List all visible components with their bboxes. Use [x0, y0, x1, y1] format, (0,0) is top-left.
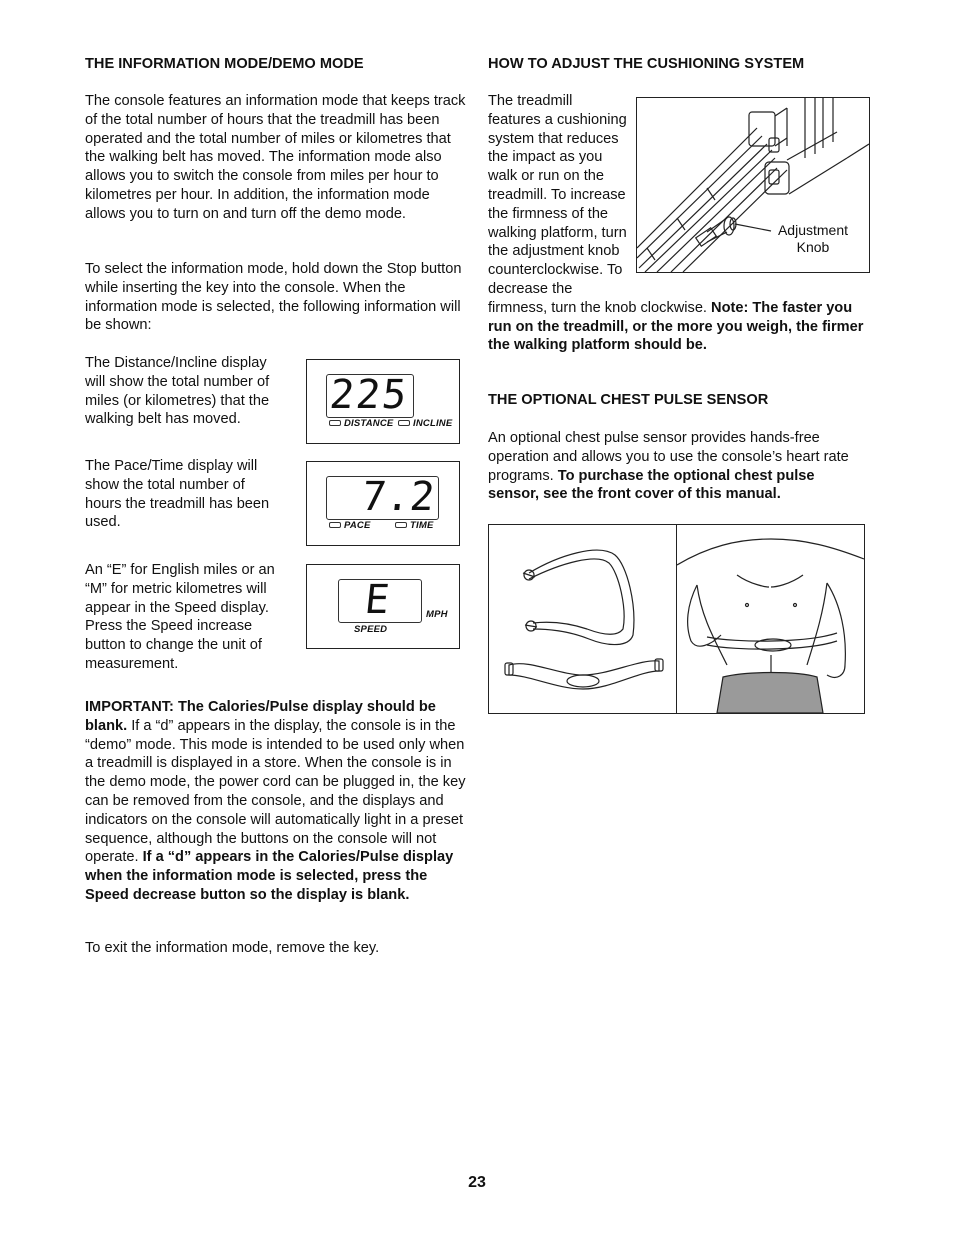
important-bold-lead: IMPORTANT: The Calories/Pulse display should be blank. [85, 699, 436, 734]
cushion-body: The treadmill features a cushioning system that reduces the impact as you walk or run on the treadmill. To increase the firmness of the walking platform, turn the adjustment knob counterclockwise. To decrease the firmness, turn the knob clockwise. [488, 93, 712, 316]
important-body: If a “d” appears in the display, the console is in the “demo” mode. This mode is intended to be used only when a treadmill is displayed in a store. When the console is in the demo mode, the power cord can be plugged in, the key can be removed from the console, and the displays and indicators on the console will automatically light in a preset sequence, although the buttons on the console will not operate. [85, 717, 466, 866]
knob-label-line1: Adjustment [777, 222, 849, 238]
distance-incline-display [306, 359, 460, 444]
speed-label: SPEED [354, 624, 388, 635]
person-wearing-strap-illustration [677, 525, 864, 713]
info-mode-heading: THE INFORMATION MODE/DEMO MODE [85, 56, 364, 72]
distance-led [329, 420, 341, 426]
cushion-figure [636, 97, 870, 273]
incline-label: INCLINE [413, 418, 453, 429]
chest-sensor-bold: To purchase the optional chest pulse sensor, see the front cover of this manual. [488, 467, 815, 503]
distance-lcd [326, 374, 414, 418]
info-mode-intro: The console features an information mode that keeps track of the total number of hours that the treadmill has been operated and the total number of miles or kilometres that the walking belt has moved. The information mode also allows you to switch the console from miles per hour to kilometres per hour. In addition, the information mode allows you to turn on and turn off the demo mode. [85, 93, 466, 222]
pace-digits: 7.2 [359, 474, 437, 520]
speed-description: An “E” for English miles or an “M” for metric kilometres will appear in the Speed display. Press the Speed increase button to change the unit of measurement. [85, 562, 275, 672]
pace-indicator [329, 520, 371, 531]
chest-sensor-body: An optional chest pulse sensor provides hands-free operation and allows you to use the console’s heart rate programs. [488, 430, 849, 484]
exit-paragraph: To exit the information mode, remove the key. [85, 940, 380, 956]
cushion-heading: HOW TO ADJUST THE CUSHIONING SYSTEM [488, 56, 805, 72]
incline-indicator [398, 418, 452, 429]
incline-led [398, 420, 410, 426]
time-led [395, 522, 407, 528]
speed-lcd [338, 579, 422, 623]
distance-indicator [329, 418, 393, 429]
chest-strap-figure [488, 524, 677, 714]
important-paragraph [85, 698, 467, 905]
time-label: TIME [410, 520, 434, 531]
chest-sensor-heading: THE OPTIONAL CHEST PULSE SENSOR [488, 392, 769, 408]
chest-sensor-paragraph [488, 429, 868, 504]
knob-label-line2: Knob [796, 239, 830, 255]
chest-strap-illustration [489, 525, 676, 713]
speed-display [306, 564, 460, 649]
cushion-note: Note: The faster you run on the treadmill, or the more you weigh, the firmer the walking platform should be. [488, 299, 864, 354]
speed-digits: E [362, 577, 392, 623]
mph-label: MPH [426, 609, 448, 620]
distance-description: The Distance/Incline display will show the total number of miles (or kilometres) that the walking belt has moved. [85, 355, 270, 428]
chest-strap-worn-figure [676, 524, 865, 714]
important-bold-instruction: If a “d” appears in the Calories/Pulse display when the information mode is selected, press the Speed decrease button so the display is blank. [85, 849, 454, 903]
pace-time-display [306, 461, 460, 546]
distance-digits: 225 [327, 372, 411, 418]
pace-lcd [326, 476, 439, 520]
pace-led [329, 522, 341, 528]
pace-description: The Pace/Time display will show the total number of hours the treadmill has been used. [85, 458, 270, 531]
select-info-paragraph: To select the information mode, hold down the Stop button while inserting the key into the console. When the information mode is selected, the following information will be shown: [85, 261, 462, 334]
pace-label: PACE [344, 520, 371, 531]
time-indicator [395, 520, 434, 531]
adjustment-knob-label [773, 222, 853, 256]
page-number: 23 [468, 1174, 486, 1191]
distance-label: DISTANCE [344, 418, 394, 429]
